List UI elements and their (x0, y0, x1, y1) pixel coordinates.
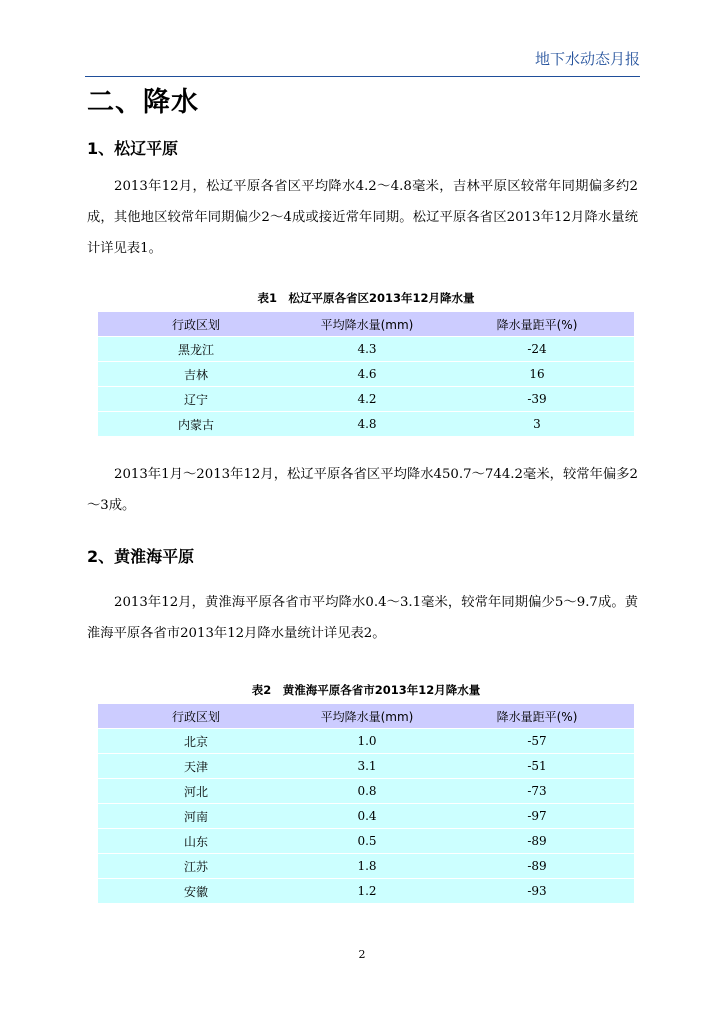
anomaly-cell: -39 (440, 387, 634, 412)
anomaly-cell: -89 (440, 854, 634, 879)
subsection-title-huanghuaihai: 2、黄淮海平原 (87, 547, 195, 566)
section-title: 二、降水 (87, 87, 199, 118)
region-cell: 内蒙古 (98, 412, 294, 437)
anomaly-cell: -97 (440, 804, 634, 829)
table-header-row (98, 704, 634, 729)
subsection-title-songliao: 1、松辽平原 (87, 139, 179, 158)
anomaly-cell: -24 (440, 337, 634, 362)
table-row (98, 879, 634, 904)
column-header: 平均降水量(mm) (294, 704, 440, 729)
precip-cell: 0.4 (294, 804, 440, 829)
region-cell: 安徽 (98, 879, 294, 904)
column-header: 降水量距平(%) (440, 704, 634, 729)
region-cell: 河南 (98, 804, 294, 829)
running-header: 地下水动态月报 (534, 50, 640, 68)
table-row (98, 362, 634, 387)
page-number: 2 (358, 948, 366, 961)
region-cell: 吉林 (98, 362, 294, 387)
precip-cell: 1.0 (294, 729, 440, 754)
precip-cell: 4.6 (294, 362, 440, 387)
precip-cell: 1.2 (294, 879, 440, 904)
table-row (98, 387, 634, 412)
column-header: 行政区划 (98, 312, 294, 337)
anomaly-cell: 16 (440, 362, 634, 387)
table-row (98, 854, 634, 879)
paragraph-huanghuaihai-1: 2013年12月，黄淮海平原各省市平均降水0.4～3.1毫米，较常年同期偏少5～9.7成。黄淮海平原各省市2013年12月降水量统计详见表2。 (87, 595, 638, 641)
table-row (98, 729, 634, 754)
precip-cell: 4.2 (294, 387, 440, 412)
region-cell: 江苏 (98, 854, 294, 879)
precip-cell: 0.8 (294, 779, 440, 804)
region-cell: 黑龙江 (98, 337, 294, 362)
anomaly-cell: -73 (440, 779, 634, 804)
anomaly-cell: 3 (440, 412, 634, 437)
header-rule (85, 76, 640, 77)
precip-cell: 3.1 (294, 754, 440, 779)
precip-cell: 4.8 (294, 412, 440, 437)
table-2-caption: 表2 黄淮海平原各省市2013年12月降水量 (251, 683, 481, 697)
paragraph-songliao-2: 2013年1月～2013年12月，松辽平原各省区平均降水450.7～744.2毫米，较常年偏多2～3成。 (87, 467, 638, 513)
region-cell: 河北 (98, 779, 294, 804)
column-header: 平均降水量(mm) (294, 312, 440, 337)
table-row (98, 754, 634, 779)
region-cell: 辽宁 (98, 387, 294, 412)
table-1 (98, 312, 634, 436)
anomaly-cell: -93 (440, 879, 634, 904)
region-cell: 北京 (98, 729, 294, 754)
table-header-row (98, 312, 634, 337)
anomaly-cell: -51 (440, 754, 634, 779)
column-header: 降水量距平(%) (440, 312, 634, 337)
precip-cell: 0.5 (294, 829, 440, 854)
anomaly-cell: -57 (440, 729, 634, 754)
table-row (98, 337, 634, 362)
paragraph-songliao-1: 2013年12月，松辽平原各省区平均降水4.2～4.8毫米，吉林平原区较常年同期偏多约2成，其他地区较常年同期偏少2～4成或接近常年同期。松辽平原各省区2013年12月降水量统计详见表1。 (87, 179, 638, 256)
anomaly-cell: -89 (440, 829, 634, 854)
table-row (98, 779, 634, 804)
region-cell: 天津 (98, 754, 294, 779)
column-header: 行政区划 (98, 704, 294, 729)
precip-cell: 1.8 (294, 854, 440, 879)
table-row (98, 412, 634, 437)
table-1-caption: 表1 松辽平原各省区2013年12月降水量 (257, 291, 475, 305)
table-row (98, 804, 634, 829)
precip-cell: 4.3 (294, 337, 440, 362)
table-row (98, 829, 634, 854)
table-2 (98, 704, 634, 903)
region-cell: 山东 (98, 829, 294, 854)
